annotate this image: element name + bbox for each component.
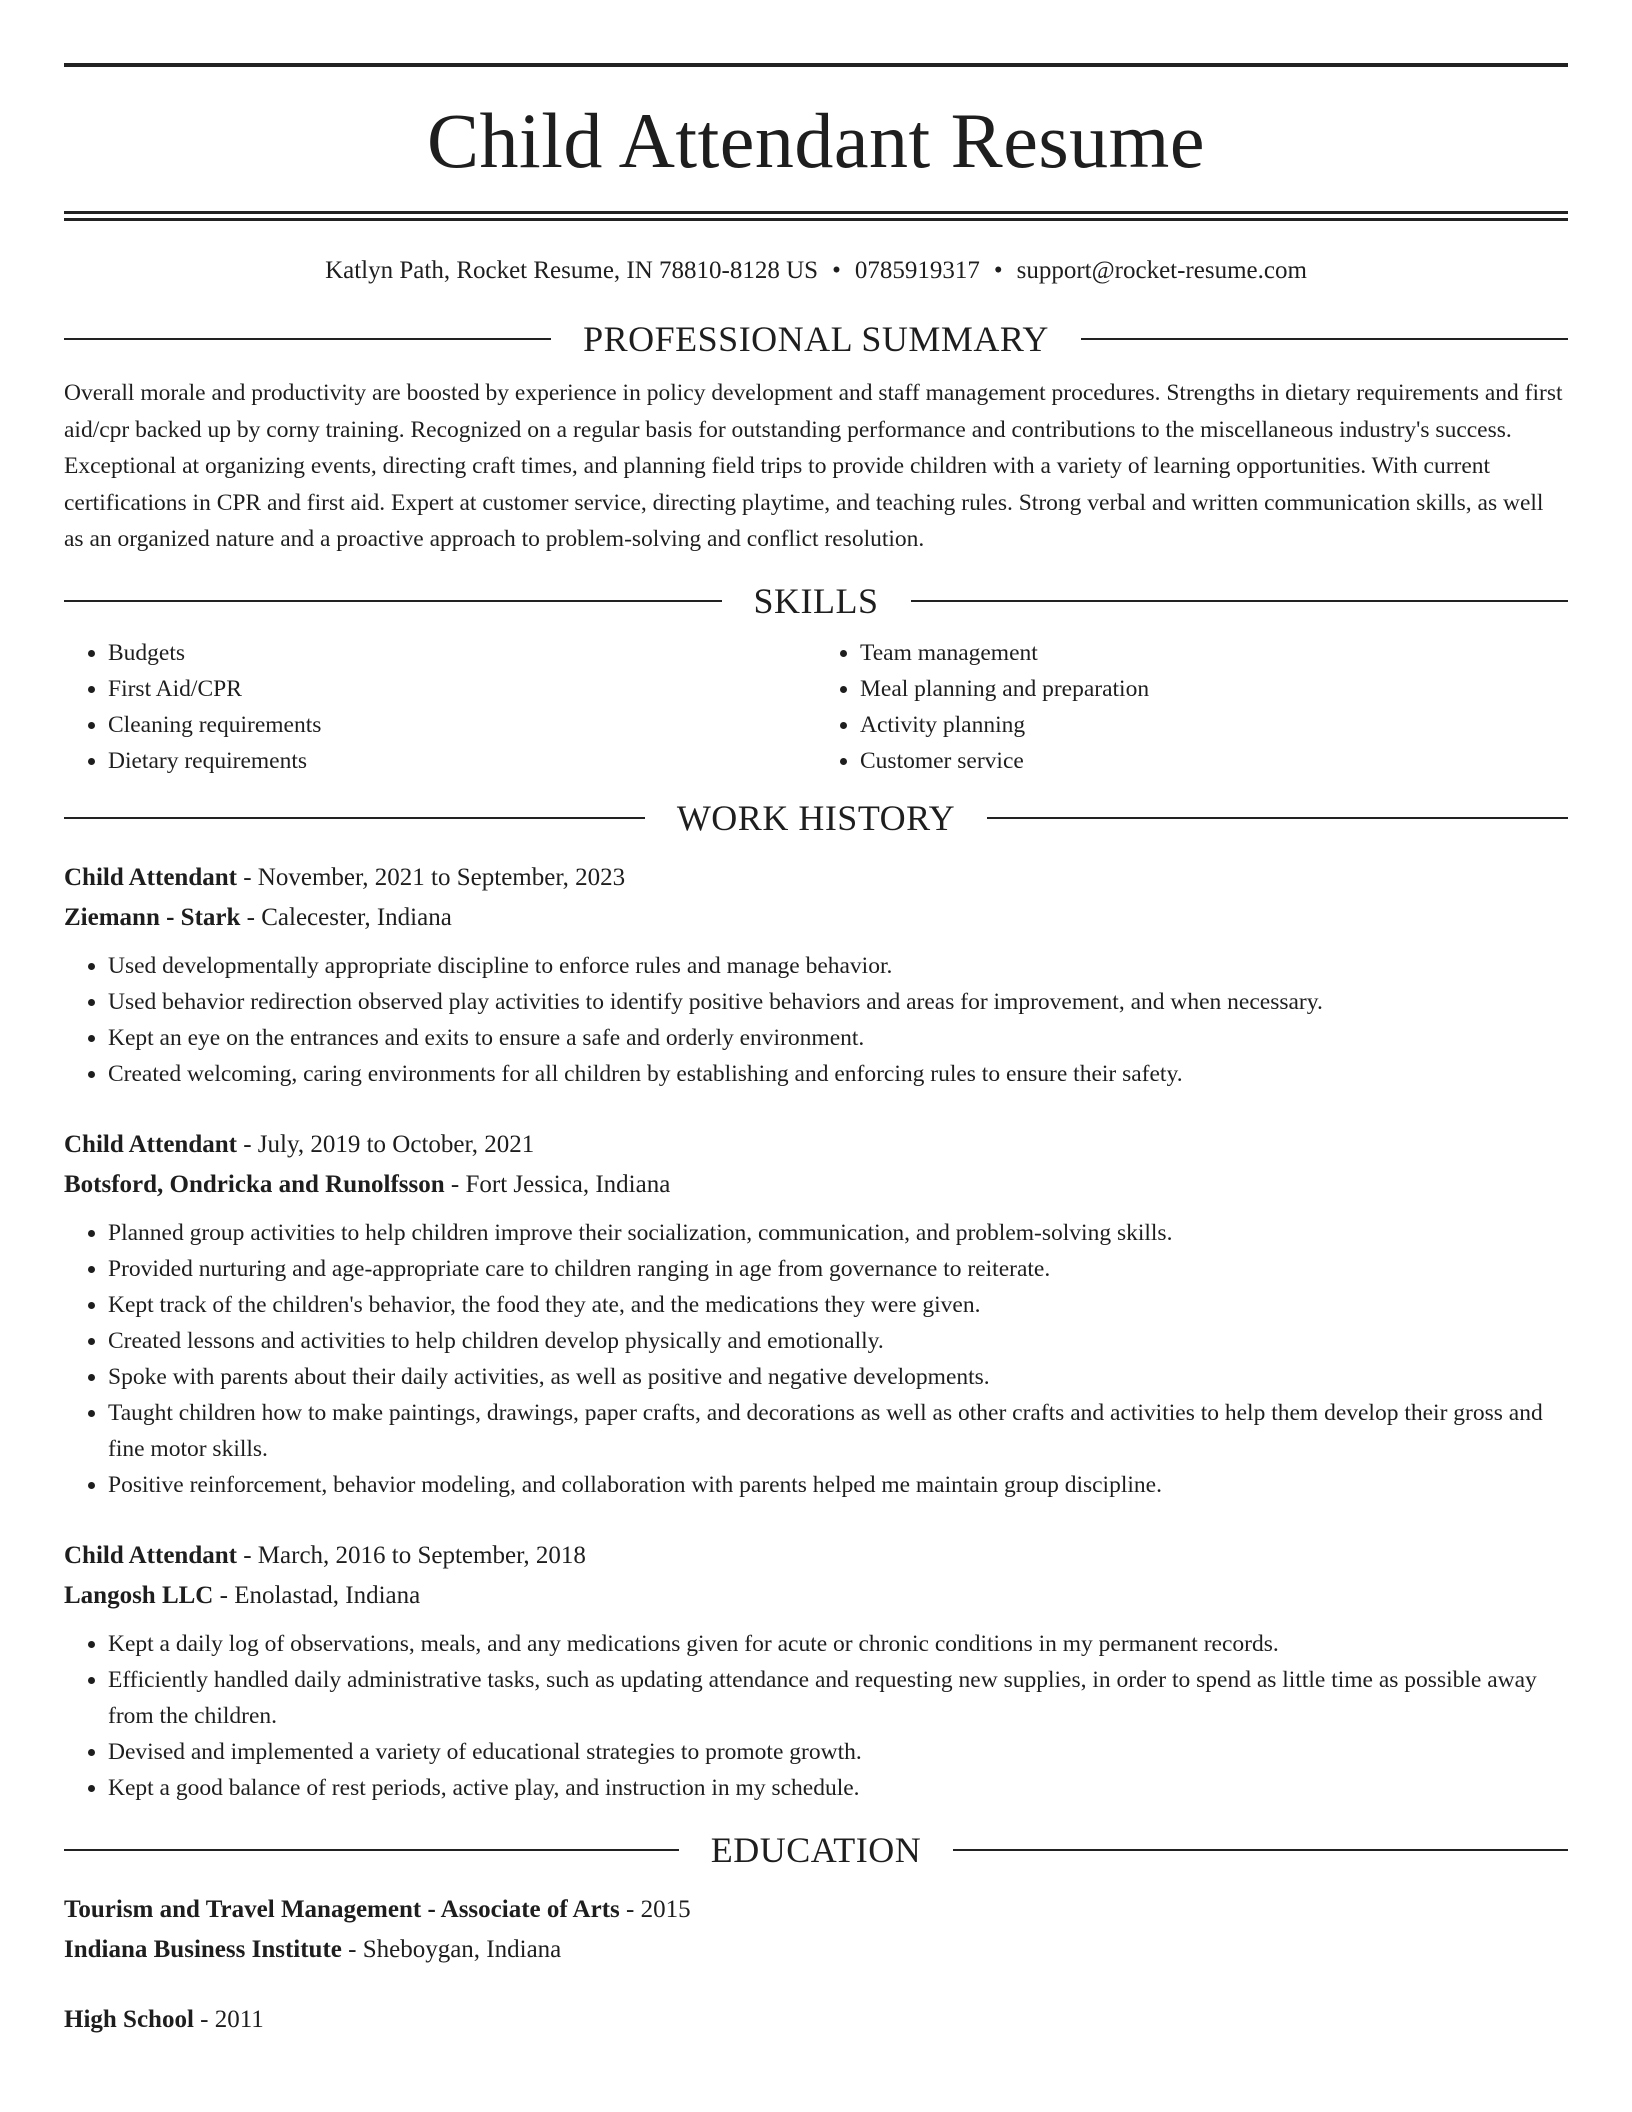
- skill-item: • Team management: [860, 635, 1568, 671]
- education-year: - 2011: [193, 2005, 264, 2033]
- section-header-work-history: [64, 796, 1568, 840]
- education-entry: [64, 2000, 1568, 2040]
- section-rule: [64, 817, 645, 819]
- education-location: - Sheboygan, Indiana: [341, 1935, 562, 1963]
- education-entry: [64, 1890, 1568, 1970]
- summary-text: Overall morale and productivity are boosted by experience in policy development and staff management procedures. Strengths in dietary requirements and first aid/cpr backed up by corny training. Recognized on a regular basis for outstanding performance and contributions to the miscellaneous industry's success. Exceptional at organizing events, directing craft times, and planning field trips to provide children with a variety of learning opportunities. With current certifications in CPR and first aid. Expert at customer service, directing playtime, and teaching rules. Strong verbal and written communication skills, as well as an organized nature and a proactive approach to problem-solving and conflict resolution.: [64, 380, 1563, 552]
- job-bullets: [64, 948, 1568, 1092]
- skill-item: • Cleaning requirements: [108, 707, 816, 743]
- section-header-education: [64, 1828, 1568, 1872]
- job-employer-line: [64, 1165, 1568, 1205]
- job-dates: - March, 2016 to September, 2018: [236, 1541, 586, 1569]
- job-location: - Fort Jessica, Indiana: [444, 1170, 671, 1198]
- top-rule: [64, 63, 1568, 67]
- contact-address: Katlyn Path, Rocket Resume, IN 78810-8128 US: [325, 257, 819, 284]
- contact-line: [64, 255, 1568, 287]
- job-bullet: • Planned group activities to help children improve their socialization, communication, and problem-solving skills.: [108, 1215, 1568, 1251]
- job-bullet: • Provided nurturing and age-appropriate care to children ranging in age from governance to reiterate.: [108, 1251, 1568, 1287]
- job-title: Child Attendant: [64, 863, 237, 891]
- contact-phone: 0785919317: [854, 257, 980, 284]
- job-bullet: • Spoke with parents about their daily activities, as well as positive and negative developments.: [108, 1359, 1568, 1395]
- skill-item: • Meal planning and preparation: [860, 671, 1568, 707]
- job-bullets: [64, 1215, 1568, 1503]
- section-rule: [64, 600, 722, 602]
- job-bullet: • Devised and implemented a variety of educational strategies to promote growth.: [108, 1734, 1568, 1770]
- job-bullet: • Used developmentally appropriate discipline to enforce rules and manage behavior.: [108, 948, 1568, 984]
- section-header-summary: [64, 317, 1568, 361]
- skills-list: [64, 635, 1568, 779]
- title-double-rule: [64, 211, 1568, 221]
- job-dates: - July, 2019 to October, 2021: [236, 1130, 535, 1158]
- job-title-line: [64, 858, 1568, 898]
- job-location: - Enolastad, Indiana: [213, 1581, 421, 1609]
- page-title: Child Attendant Resume: [427, 97, 1205, 184]
- section-header-skills: [64, 579, 1568, 623]
- job-bullet: • Used behavior redirection observed play activities to identify positive behaviors and areas for improvement, and when necessary.: [108, 984, 1568, 1020]
- job-bullets: [64, 1626, 1568, 1806]
- contact-email: support@rocket-resume.com: [1016, 257, 1307, 284]
- job-bullet: • Efficiently handled daily administrative tasks, such as updating attendance and requesting new supplies, in order to spend as little time as possible away from the children.: [108, 1662, 1568, 1734]
- job-employer-line: [64, 898, 1568, 938]
- education-year: - 2015: [619, 1895, 691, 1923]
- contact-separator: •: [832, 257, 841, 284]
- job-employer: Ziemann - Stark: [64, 903, 241, 931]
- job-bullet: • Kept a daily log of observations, meals, and any medications given for acute or chronic conditions in my permanent records.: [108, 1626, 1568, 1662]
- job-entry: [64, 858, 1568, 1092]
- education-degree: High School: [64, 2005, 194, 2033]
- job-title: Child Attendant: [64, 1130, 237, 1158]
- job-title-line: [64, 1536, 1568, 1576]
- job-bullet: • Created lessons and activities to help children develop physically and emotionally.: [108, 1323, 1568, 1359]
- skill-item: • Customer service: [860, 743, 1568, 779]
- job-title: Child Attendant: [64, 1541, 237, 1569]
- job-bullet: • Positive reinforcement, behavior modeling, and collaboration with parents helped me maintain group discipline.: [108, 1467, 1568, 1503]
- job-entry: [64, 1536, 1568, 1806]
- education-degree: Tourism and Travel Management - Associate of Arts: [64, 1895, 620, 1923]
- job-bullet: • Taught children how to make paintings, drawings, paper crafts, and decorations as well as other crafts and activities to help them develop their gross and fine motor skills.: [108, 1395, 1568, 1467]
- section-rule: [953, 1849, 1568, 1851]
- job-bullet: • Created welcoming, caring environments for all children by establishing and enforcing rules to ensure their safety.: [108, 1056, 1568, 1092]
- section-title: SKILLS: [753, 580, 879, 621]
- skill-item: • First Aid/CPR: [108, 671, 816, 707]
- contact-separator: •: [993, 257, 1003, 284]
- job-location: - Calecester, Indiana: [240, 903, 452, 931]
- resume-page: [64, 0, 1568, 2040]
- skills-column-right: [816, 635, 1568, 779]
- job-employer-line: [64, 1576, 1568, 1616]
- section-rule: [64, 338, 551, 340]
- job-title-line: [64, 1125, 1568, 1165]
- section-rule: [987, 817, 1568, 819]
- section-rule: [64, 1849, 679, 1851]
- job-dates: - November, 2021 to September, 2023: [236, 863, 626, 891]
- section-rule: [1081, 338, 1568, 340]
- education-school-line: [64, 1930, 1568, 1970]
- job-bullet: • Kept an eye on the entrances and exits to ensure a safe and orderly environment.: [108, 1020, 1568, 1056]
- education-degree-line: [64, 1890, 1568, 1930]
- job-bullet: • Kept track of the children's behavior, the food they ate, and the medications they were given.: [108, 1287, 1568, 1323]
- skills-column-left: [64, 635, 816, 779]
- skill-item: • Activity planning: [860, 707, 1568, 743]
- job-entry: [64, 1125, 1568, 1503]
- education-school: Indiana Business Institute: [64, 1935, 342, 1963]
- section-title: WORK HISTORY: [676, 797, 956, 838]
- section-title: PROFESSIONAL SUMMARY: [583, 319, 1049, 359]
- section-rule: [911, 600, 1569, 602]
- job-employer: Langosh LLC: [64, 1581, 214, 1609]
- section-title: EDUCATION: [710, 1829, 922, 1870]
- skill-item: • Budgets: [108, 635, 816, 671]
- education-degree-line: [64, 2000, 1568, 2040]
- job-bullet: • Kept a good balance of rest periods, active play, and instruction in my schedule.: [108, 1770, 1568, 1806]
- skill-item: • Dietary requirements: [108, 743, 816, 779]
- job-employer: Botsford, Ondricka and Runolfsson: [64, 1170, 445, 1198]
